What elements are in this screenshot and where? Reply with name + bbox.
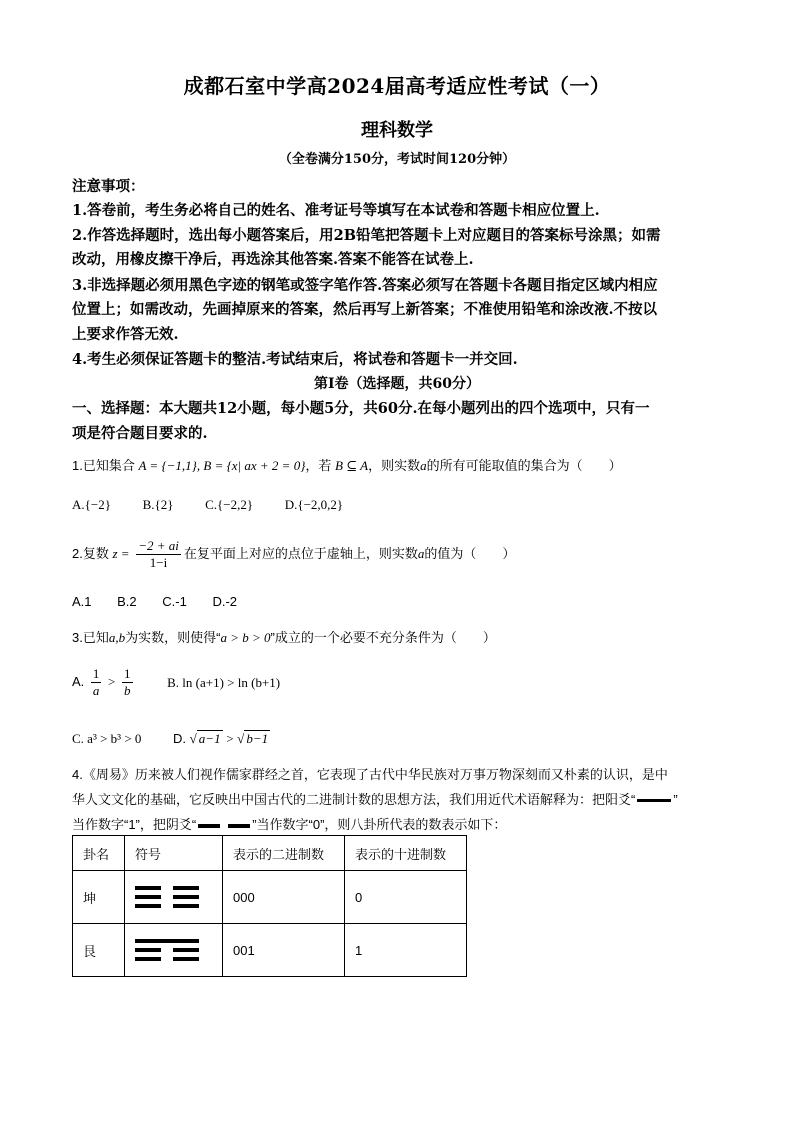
- page-title: 成都石室中学高2024届高考适应性考试（一）: [183, 74, 611, 98]
- q2-tail: 的值为（ ）: [424, 545, 516, 561]
- q3-mid: 为实数，则使得“: [125, 630, 221, 645]
- q3-option-a[interactable]: [72, 666, 139, 698]
- q2-mid: 在复平面上对应的点位于虚轴上，则实数: [183, 545, 418, 561]
- section-title: 第Ⅰ卷（选择题，共60分）: [313, 376, 481, 392]
- trigram-name: 艮: [73, 924, 125, 977]
- gen-trigram-icon: [125, 924, 223, 977]
- q4-line-3: [72, 814, 506, 833]
- q2-numerator: −2 + ai: [138, 538, 179, 553]
- q1-options: [72, 497, 343, 513]
- q3-d-left: a−1: [198, 731, 221, 746]
- q1-set-a: A = {−1,1}: [138, 458, 197, 473]
- q3-option-b[interactable]: B. ln (a+1) > ln (b+1): [167, 674, 281, 690]
- q2-option-b[interactable]: B.2: [117, 594, 137, 609]
- q3-options-row1: [72, 666, 280, 699]
- q2-fraction: [136, 538, 181, 571]
- q1-option-a[interactable]: A.{−2}: [72, 497, 111, 512]
- yin-line-icon: [198, 824, 250, 828]
- q2-option-d[interactable]: D.-2: [212, 594, 238, 609]
- q1-option-d[interactable]: D.{−2,0,2}: [284, 497, 344, 512]
- q2-option-c[interactable]: C.-1: [162, 594, 187, 609]
- binary-value: 000: [223, 871, 345, 924]
- binary-value: 001: [223, 924, 345, 977]
- table-header-cell: 表示的十进制数: [345, 836, 467, 871]
- q4-line-3-text: 当作数字“1”，把阴爻“: [72, 817, 197, 832]
- q1-set-b: , B = {x| ax + 2 = 0}: [196, 458, 306, 473]
- table-row: [73, 924, 467, 977]
- q3-vars: a,b: [108, 630, 126, 645]
- q2-option-a[interactable]: A.1: [72, 594, 92, 609]
- section-intro: 项是符合题目要求的.: [72, 425, 208, 442]
- q4-line-3-end: ”当作数字“0”，则八卦所代表的数表示如下：: [252, 817, 507, 832]
- notice-line: 3.非选择题必须用黑色字迹的钢笔或签字笔作答.答案必须写在答题卡各题目指定区域内相应: [72, 277, 658, 294]
- q3-a-num1: 1: [92, 666, 100, 681]
- q2-denominator: 1−i: [149, 555, 168, 570]
- q2-options: [72, 594, 237, 609]
- notice-line: 2.作答选择题时，选出每小题答案后，用2B铅笔把答题卡上对应题目的答案标号涂黑；如需: [72, 227, 661, 244]
- question-1: [72, 455, 622, 474]
- table-header-cell: 卦名: [73, 836, 125, 871]
- q2-lhs: z =: [112, 545, 130, 561]
- q3-option-c[interactable]: C. a³ > b³ > 0: [72, 731, 142, 746]
- trigram-name: 坤: [73, 871, 125, 924]
- q3-a-num2: 1: [124, 666, 131, 681]
- q3-option-a-label: A.: [72, 673, 85, 689]
- table-row: [73, 871, 467, 924]
- q1-variable: a: [420, 458, 427, 473]
- q4-line-1: 4.《周易》历来被人们视作儒家群经之首，它表现了古代中华民族对万事万物深刻而又朴素的认识，是中: [72, 767, 668, 782]
- q3-a-den1: a: [92, 683, 100, 698]
- q3-inequality: a > b > 0: [220, 630, 271, 645]
- decimal-value: 0: [345, 871, 467, 924]
- section-intro: 一、选择题：本大题共12小题，每小题5分，共60分.在每小题列出的四个选项中，只有一: [72, 400, 650, 417]
- q4-line-2-text: 华人文文化的基础，它反映出中国古代的二进制计数的思想方法，我们用近代术语解释为：把阳爻“: [72, 792, 636, 807]
- q4-line-2: [72, 789, 678, 808]
- notice-line: 4.考生必须保证答题卡的整洁.考试结束后，将试卷和答题卡一并交回.: [72, 351, 518, 368]
- q4-line-2-end: ”: [673, 792, 678, 807]
- subject-title: 理科数学: [361, 120, 433, 141]
- notice-heading: 注意事项：: [72, 178, 145, 195]
- question-2: [72, 538, 515, 571]
- q1-cond-pre: ，若: [305, 458, 332, 473]
- notice-line: 1.答卷前，考生务必将自己的姓名、准考证号等填写在本试卷和答题卡相应位置上.: [72, 202, 600, 219]
- q3-tail: ”成立的一个必要不充分条件为（ ）: [270, 630, 496, 645]
- q3-d-op: >: [226, 731, 234, 746]
- kun-trigram-icon: [125, 871, 223, 924]
- q3-options-row2: [72, 731, 270, 747]
- q1-tail: 的所有可能取值的集合为（ ）: [426, 458, 622, 473]
- decimal-value: 1: [345, 924, 467, 977]
- question-3: [72, 627, 496, 646]
- table-header-cell: 符号: [125, 836, 223, 871]
- q3-option-d-label: D.: [173, 731, 187, 746]
- q3-option-d[interactable]: D. √ a−1 > √ b−1: [173, 731, 269, 746]
- q1-option-c[interactable]: C.{−2,2}: [205, 497, 254, 512]
- q2-number: 2.复数: [72, 545, 109, 561]
- q3-a-op: >: [108, 673, 116, 689]
- q2-variable: a: [417, 545, 425, 561]
- q3-a-den2: b: [124, 683, 131, 698]
- notice-line: 上要求作答无效.: [72, 326, 179, 343]
- bagua-table: [72, 835, 467, 977]
- q1-cond-post: ，则实数: [368, 458, 421, 473]
- table-header-row: [73, 836, 467, 871]
- q1-option-b[interactable]: B.{2}: [142, 497, 174, 512]
- q3-d-right: b−1: [246, 731, 269, 746]
- score-note: （全卷满分150分，考试时间120分钟）: [278, 152, 516, 167]
- q1-number: 1.已知集合: [72, 458, 135, 473]
- yang-line-icon: [637, 799, 671, 802]
- notice-line: 改动，用橡皮擦干净后，再选涂其他答案.答案不能答在试卷上.: [72, 251, 474, 268]
- q1-condition: B ⊆ A: [335, 458, 369, 473]
- table-header-cell: 表示的二进制数: [223, 836, 345, 871]
- q3-pre: 3.已知: [72, 630, 109, 645]
- notice-line: 位置上；如需改动，先画掉原来的答案，然后再写上新答案；不准使用铅笔和涂改液.不按以: [72, 301, 658, 318]
